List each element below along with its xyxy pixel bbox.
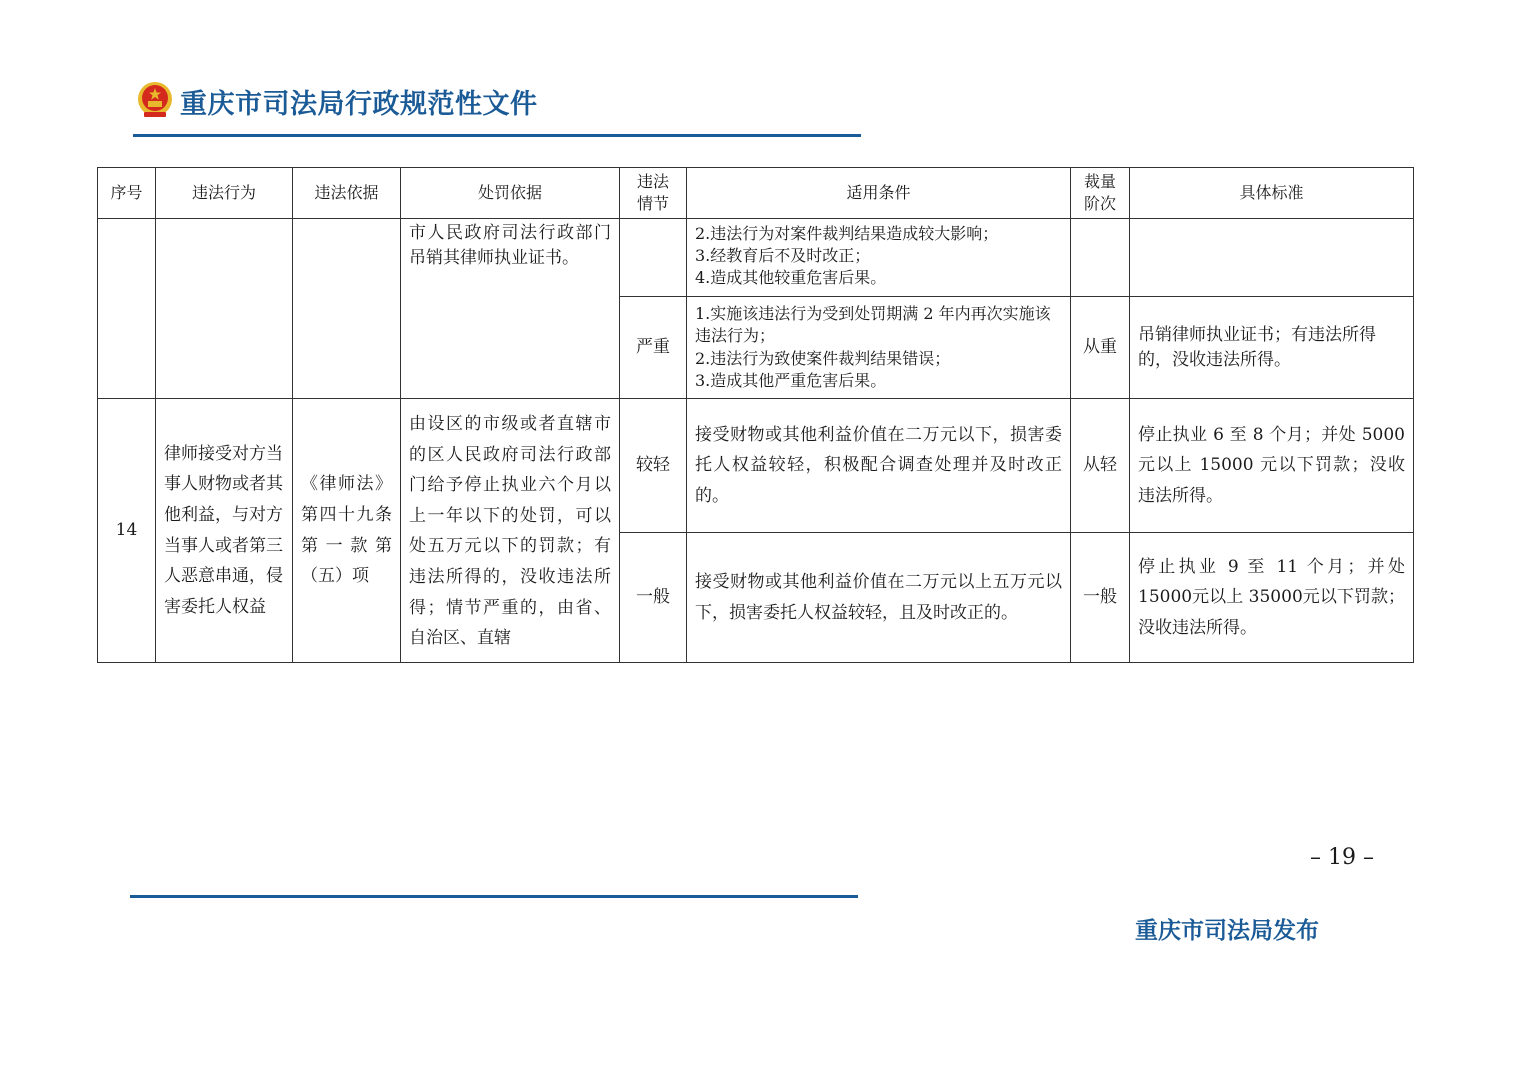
cell-legal-basis — [293, 219, 401, 399]
cell-conditions — [687, 297, 1071, 399]
header-legal-basis: 违法依据 — [293, 168, 401, 219]
header-seq: 序号 — [98, 168, 156, 219]
header-rule — [133, 134, 861, 137]
condition-item: 2.违法行为致使案件裁判结果错误； — [695, 348, 951, 368]
cell-legal-basis: 《律师法》第四十九条第一款第（五）项 — [293, 399, 401, 663]
cell-behavior: 律师接受对方当事人财物或者其他利益，与对方当事人或者第三人恶意串通，侵害委托人权益 — [156, 399, 293, 663]
cell-penalty-basis: 由设区的市级或者直辖市的区人民政府司法行政部门给予停止执业六个月以上一年以下的处罚，可以处五万元以下的罚款；有违法所得的，没收违法所得；情节严重的，由省、自治区、直辖 — [401, 399, 620, 663]
condition-item: 1.实施该违法行为受到处罚期满 2 年内再次实施该违法行为； — [695, 304, 1051, 346]
cell-level: 从轻 — [1071, 399, 1130, 533]
table-header-row — [98, 168, 1414, 219]
condition-item: 4.造成其他较重危害后果。 — [695, 268, 887, 288]
header-level-line1: 裁量 — [1083, 171, 1116, 191]
condition-item: 2.违法行为对案件裁判结果造成较大影响； — [695, 224, 999, 243]
header-circumstance-line1: 违法 — [636, 171, 669, 191]
table-row — [98, 399, 1414, 533]
cell-circumstance — [620, 219, 687, 297]
national-emblem-icon — [136, 80, 174, 120]
footer-rule — [130, 895, 858, 898]
cell-standard: 停止执业 9 至 11 个月；并处 15000元以上 35000元以下罚款；没收违法所得。 — [1130, 533, 1414, 663]
cell-circumstance: 一般 — [620, 533, 687, 663]
header-level — [1071, 168, 1130, 219]
document-header-title: 重庆市司法局行政规范性文件 — [180, 89, 538, 120]
header-standard: 具体标准 — [1130, 168, 1414, 219]
cell-seq: 14 — [98, 399, 156, 663]
cell-standard: 停止执业 6 至 8 个月；并处 5000 元以上 15000 元以下罚款；没收违法所得。 — [1130, 399, 1414, 533]
cell-level: 从重 — [1071, 297, 1130, 399]
table-row — [98, 219, 1414, 297]
page-number: – 19 – — [1310, 845, 1374, 870]
header-level-line2: 阶次 — [1083, 194, 1116, 213]
header-circumstance — [620, 168, 687, 219]
cell-standard — [1130, 219, 1414, 297]
header-conditions: 适用条件 — [687, 168, 1071, 219]
penalty-discretion-table — [97, 167, 1414, 663]
cell-behavior — [156, 219, 293, 399]
footer-publisher: 重庆市司法局发布 — [1135, 918, 1319, 944]
cell-conditions: 接受财物或其他利益价值在二万元以下，损害委托人权益较轻，积极配合调查处理并及时改正的。 — [687, 399, 1071, 533]
condition-item: 3.造成其他严重危害后果。 — [695, 370, 887, 390]
cell-standard: 吊销律师执业证书；有违法所得的，没收违法所得。 — [1130, 297, 1414, 399]
cell-level — [1071, 219, 1130, 297]
header-circumstance-line2: 情节 — [636, 194, 669, 213]
header-penalty-basis: 处罚依据 — [401, 168, 620, 219]
cell-conditions: 接受财物或其他利益价值在二万元以上五万元以下，损害委托人权益较轻，且及时改正的。 — [687, 533, 1071, 663]
cell-circumstance: 严重 — [620, 297, 687, 399]
cell-seq — [98, 219, 156, 399]
condition-item: 3.经教育后不及时改正； — [695, 246, 871, 266]
cell-circumstance: 较轻 — [620, 399, 687, 533]
header-behavior: 违法行为 — [156, 168, 293, 219]
cell-conditions — [687, 219, 1071, 297]
cell-level: 一般 — [1071, 533, 1130, 663]
cell-penalty-basis: 市人民政府司法行政部门吊销其律师执业证书。 — [401, 219, 620, 399]
